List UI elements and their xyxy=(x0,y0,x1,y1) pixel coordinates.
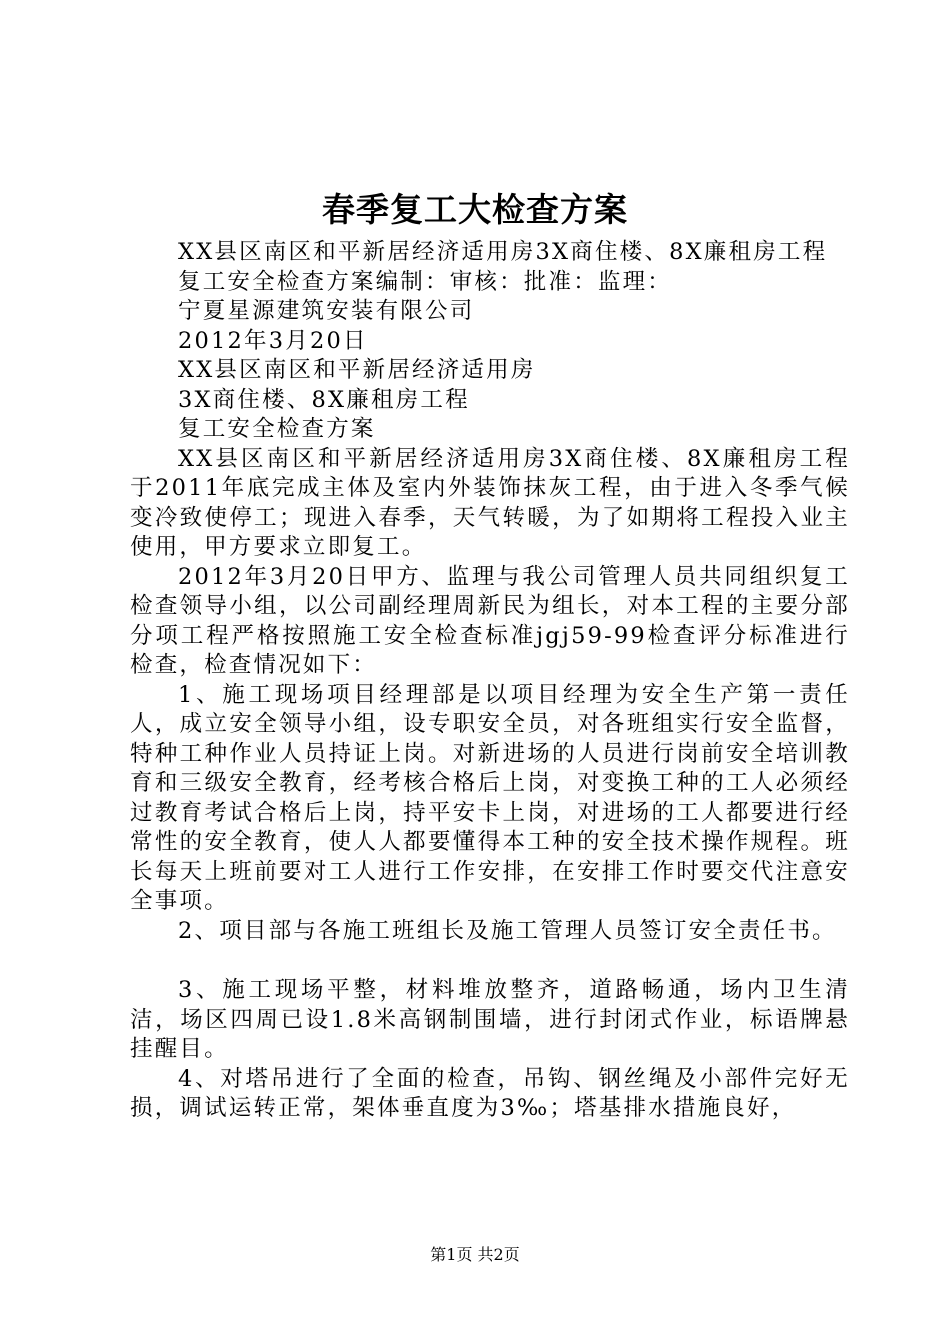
document-body xyxy=(130,238,850,1124)
item-1-paragraph: 1、施工现场项目经理部是以项目经理为安全生产第一责任人，成立安全领导小组，设专职安全员，对各班组实行安全监督，特种工种作业人员持证上岗。对新进场的人员进行岗前安全培训教育和三级安全教育，经考核合格后上岗，对变换工种的工人必须经过教育考试合格后上岗，持平安卡上岗，对进场的工人都要进行经常性的安全教育，使人人都要懂得本工种的安全技术操作规程。班长每天上班前要对工人进行工作安排，在安排工作时要交代注意安全事项。 xyxy=(130,681,850,914)
item-3-paragraph: 3、施工现场平整，材料堆放整齐，道路畅通，场内卫生清洁，场区四周已设1.8米高钢制围墙，进行封闭式作业，标语牌悬挂醒目。 xyxy=(130,977,850,1062)
plan-signoff-line: 复工安全检查方案编制：审核：批准：监理： xyxy=(178,268,673,295)
document-date: 2012年3月20日 xyxy=(178,327,368,354)
project-name-line: XX县区南区和平新居经济适用房3X商住楼、8X廉租房工程 xyxy=(178,239,828,265)
page-number: 第1页 xyxy=(430,1245,473,1264)
inspection-team-paragraph: 2012年3月20日甲方、监理与我公司管理人员共同组织复工检查领导小组，以公司副经理周新民为组长，对本工程的主要分部分项工程严格按照施工安全检查标准jgj59-99检查评分标准进行检查，检查情况如下： xyxy=(130,563,850,678)
company-name: 宁夏星源建筑安装有限公司 xyxy=(178,298,475,324)
project-name-part2: 3X商住楼、8X廉租房工程 xyxy=(178,386,470,413)
plan-subtitle: 复工安全检查方案 xyxy=(178,416,376,442)
intro-paragraph: XX县区南区和平新居经济适用房3X商住楼、8X廉租房工程于2011年底完成主体及室内外装饰抹灰工程，由于进入冬季气候变冷致使停工；现进入春季，天气转暖，为了如期将工程投入业主使用，甲方要求立即复工。 xyxy=(130,445,850,560)
page-footer xyxy=(0,1244,950,1266)
item-4-paragraph: 4、对塔吊进行了全面的检查，吊钩、钢丝绳及小部件完好无损，调试运转正常，架体垂直度为3‰；塔基排水措施良好， xyxy=(130,1065,850,1121)
page-total: 共2页 xyxy=(477,1245,520,1264)
item-2-paragraph: 2、项目部与各施工班组长及施工管理人员签订安全责任书。 xyxy=(178,917,837,944)
project-name-part1: XX县区南区和平新居经济适用房 xyxy=(178,357,536,383)
document-title: 春季复工大检查方案 xyxy=(322,190,628,229)
